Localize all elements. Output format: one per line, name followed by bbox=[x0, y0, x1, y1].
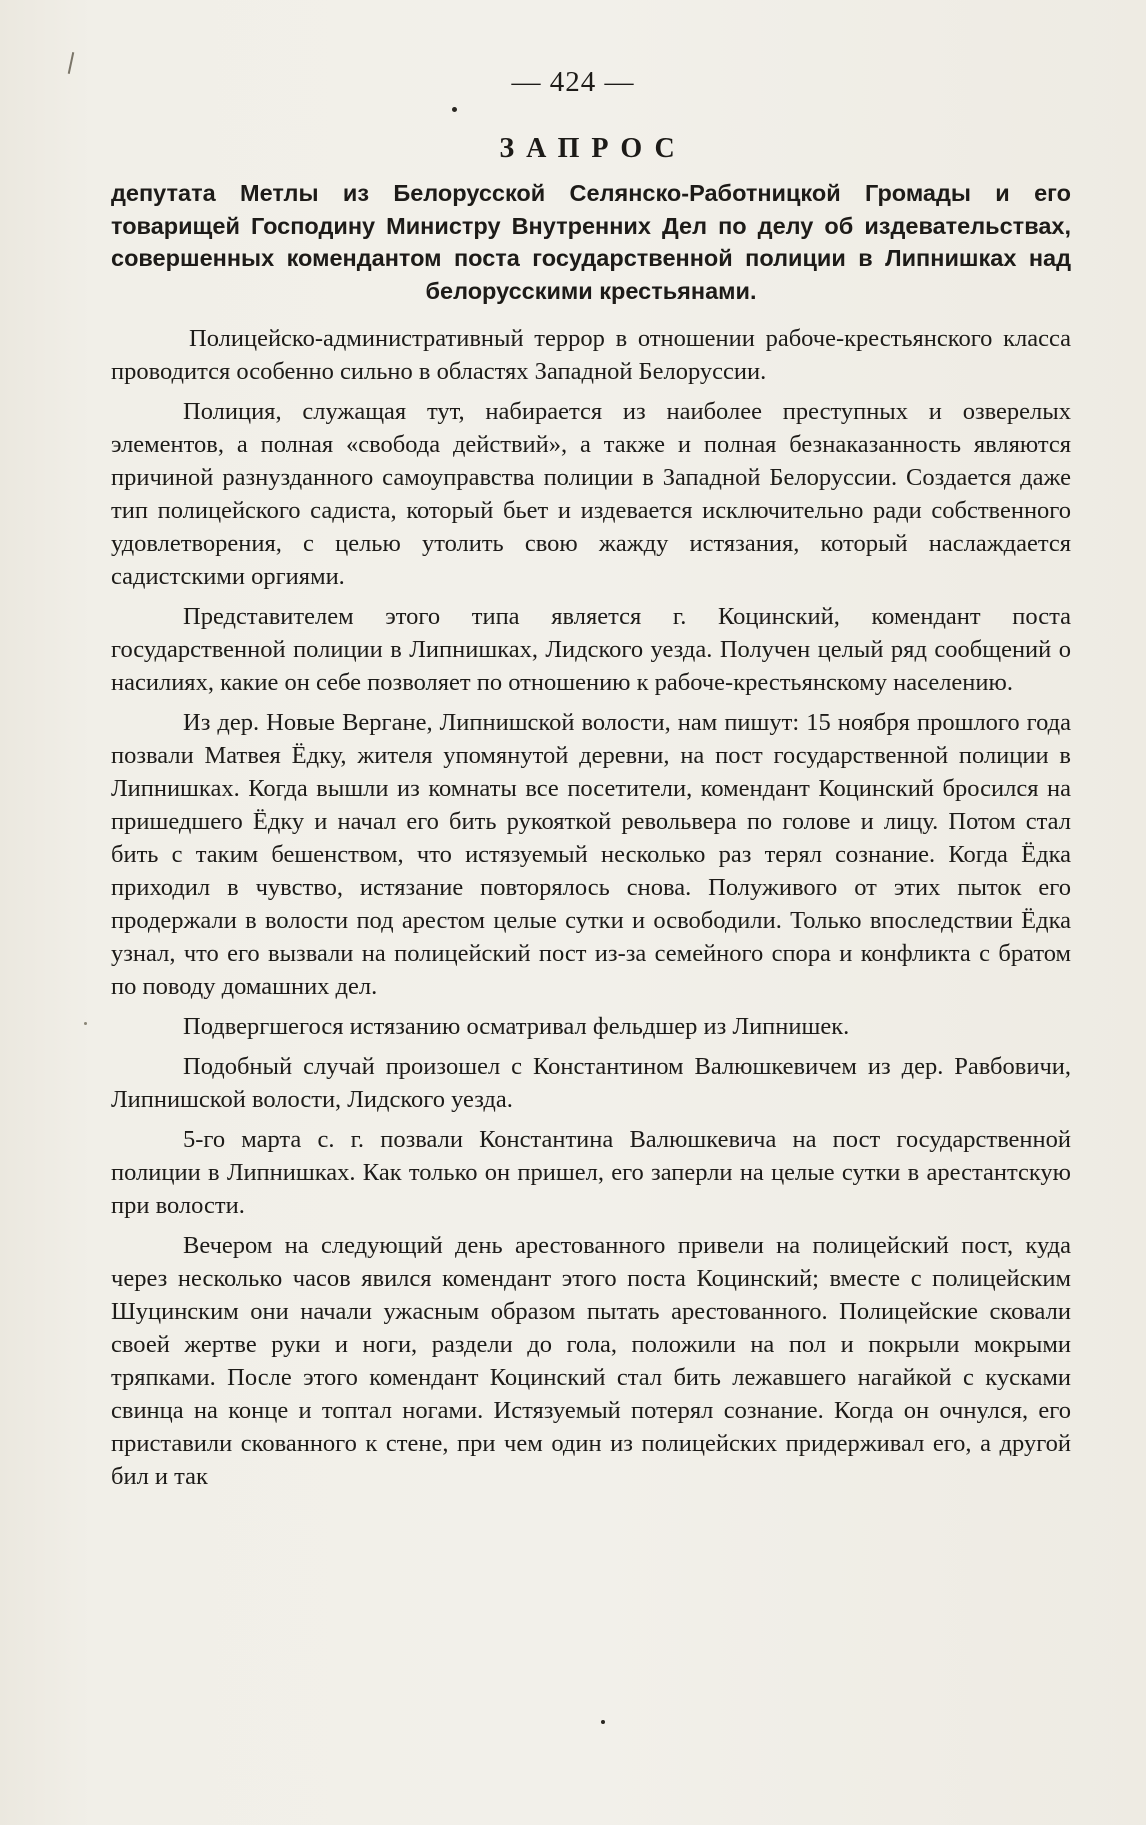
document-title: ЗАПРОС bbox=[499, 133, 687, 164]
paragraph: Подвергшегося истязанию осматривал фельдшер из Липнишек. bbox=[183, 1013, 850, 1040]
print-dot bbox=[84, 1022, 87, 1025]
paragraph: Полиция, служащая тут, набирается из наиболее преступных и озверелых элементов, а полная «свобода действий», а также и полная безнаказанность являются причиной разнузданного самоуправства полиции в Западной Белоруссии. Создается даже тип полицейского садиста, который бьет и издевается исключительно ради собственного удовлетворения, с целью утолить свою жажду истязания, который наслаждается садистскими оргиями. bbox=[111, 398, 1071, 590]
paragraph: 5-го марта с. г. позвали Константина Валюшкевича на пост государственной полиции в Липнишках. Как только он пришел, его заперли на целые сутки в арестантскую при волости. bbox=[111, 1126, 1071, 1219]
print-dot bbox=[601, 1720, 605, 1724]
paragraph: Полицейско-административный террор в отношении рабоче-крестьянского класса проводится особенно сильно в областях Западной Белоруссии. bbox=[111, 325, 1071, 385]
paragraph: Из дер. Новые Вергане, Липнишской волости, нам пишут: 15 ноября прошлого года позвали Матвея Ёдку, жителя упомянутой деревни, на пост государственной полиции в Липнишках. Когда вышли из комнаты все посетители, комендант Коцинский бросился на пришедшего Ёдку и начал его бить рукояткой револьвера по голове и лицу. Потом стал бить с таким бешенством, что истязуемый несколько раз терял сознание. Когда Ёдка приходил в чувство, истязание повторялось снова. Полуживого от этих пыток его продержали в волости под арестом целые сутки и освободили. Только впоследствии Ёдка узнал, что его вызвали на полицейский пост из-за семейного спора и конфликта с братом по поводу домашних дел. bbox=[111, 709, 1071, 1000]
paragraph: Представителем этого типа является г. Коцинский, комендант поста государственной полиции в Липнишках, Лидского уезда. Получен целый ряд сообщений о насилиях, какие он себе позволяет по отношению к рабоче-крестьянскому населению. bbox=[111, 603, 1071, 696]
page-number: — 424 — bbox=[511, 66, 635, 98]
paragraph: Подобный случай произошел с Константином Валюшкевичем из дер. Равбовичи, Липнишской волости, Лидского уезда. bbox=[111, 1053, 1071, 1113]
paragraph: Вечером на следующий день арестованного привели на полицейский пост, куда через несколько часов явился комендант этого поста Коцинский; вместе с полицейским Шуцинским они начали ужасным образом пытать арестованного. Полицейские сковали своей жертве руки и ноги, раздели до гола, положили на пол и покрыли мокрыми тряпками. После этого комендант Коцинский стал бить лежавшего нагайкой с кусками свинца на конце и топтал ногами. Истязуемый потерял сознание. Когда он очнулся, его приставили скованного к стене, при чем один из полицейских придерживал его, а другой бил и так bbox=[111, 1232, 1071, 1490]
document-subtitle: депутата Метлы из Белорусской Селянско-Работницкой Громады и его товарищей Господину Министру Внутренних Дел по делу об издевательствах, совершенных комендантом поста государственной полиции в Липнишках над белорусскими крестьянами. bbox=[111, 180, 1071, 304]
print-dot bbox=[452, 107, 457, 112]
document-body bbox=[111, 322, 1071, 1493]
